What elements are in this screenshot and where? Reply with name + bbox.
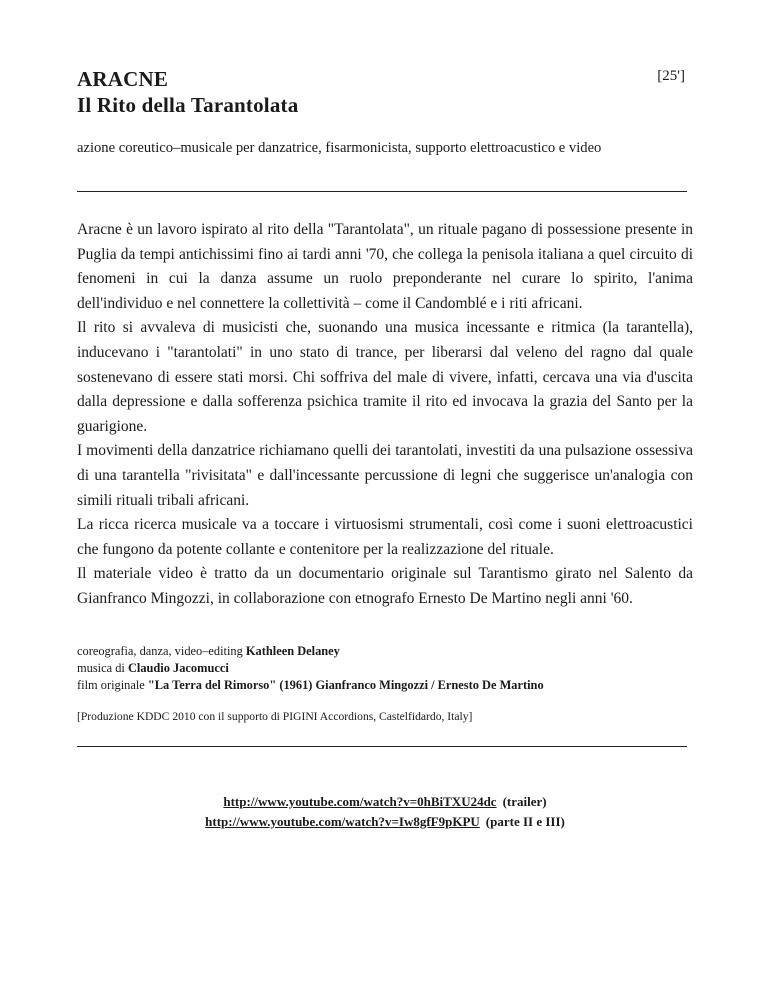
full-video-link[interactable]: http://www.youtube.com/watch?v=Iw8gfF9pKPU (205, 814, 480, 829)
credit-name: "La Terra del Rimorso" (1961) Gianfranco Mingozzi / Ernesto De Martino (147, 678, 544, 692)
work-description: azione coreutico–musicale per danzatrice, fisarmonicista, supporto elettroacustico e video (77, 140, 602, 156)
duration-label: [25'] (657, 68, 685, 84)
paragraph: La ricca ricerca musicale va a toccare i virtuosismi strumentali, così come i suoni elettroacustici che fungono da potente collante e contenitore per la realizzazione del rituale. (77, 516, 693, 558)
video-links (77, 792, 693, 832)
paragraph: Il rito si avvaleva di musicisti che, suonando una musica incessante e ritmica (la tarantella), inducevano i "tarantolati" in uno stato di trance, per liberarsi dal veleno del ragno dal quale sostenevano di essere stati morsi. Chi soffriva del male di vivere, infatti, cercava una via d'uscita dalla depressione e dalla sofferenza psichica tramite il rito ed invocava la grazia del Santo per la guarigione. (77, 319, 693, 435)
paragraph: Il materiale video è tratto da un documentario originale sul Tarantismo girato nel Salento da Gianfranco Mingozzi, in collaborazione con etnografo Ernesto De Martino negli anni '60. (77, 565, 693, 607)
credit-label: musica di (77, 661, 128, 675)
link-row (77, 812, 693, 832)
credit-line (77, 677, 544, 694)
paragraph: I movimenti della danzatrice richiamano quelli dei tarantolati, investiti da una pulsazione ossessiva di una tarantella "rivisitata" e dall'incessante percussione di legni che suggerisce un'analogia con simili rituali tribali africani. (77, 442, 693, 509)
production-note: [Produzione KDDC 2010 con il supporto di PIGINI Accordions, Castelfidardo, Italy] (77, 710, 473, 723)
credit-label: coreografia, danza, video–editing (77, 644, 246, 658)
title-block (77, 66, 693, 118)
credit-label: film originale (77, 678, 148, 692)
top-divider (77, 191, 687, 192)
bottom-divider (77, 746, 687, 747)
credit-name: Kathleen Delaney (245, 644, 340, 658)
trailer-link[interactable]: http://www.youtube.com/watch?v=0hBiTXU24dc (223, 794, 497, 809)
paragraph: Aracne è un lavoro ispirato al rito della "Tarantolata", un rituale pagano di possessione presente in Puglia da tempi antichissimi fino ai tardi anni '70, che collega la penisola italiana a quel circuito di fenomeni in cui la danza assume un ruolo preponderante nel curare lo spirito, l'anima dell'individuo e nel connettere la collettività – come il Candomblé e i riti africani. (77, 221, 693, 312)
credit-line (77, 643, 544, 660)
body-text (77, 218, 693, 612)
link-note: (parte II e III) (485, 814, 565, 829)
work-subtitle-title: Il Rito della Tarantolata (77, 93, 299, 117)
link-row (77, 792, 693, 812)
link-note: (trailer) (502, 794, 547, 809)
credit-name: Claudio Jacomucci (127, 661, 229, 675)
credits (77, 643, 544, 694)
credit-line (77, 660, 544, 677)
work-title: ARACNE (77, 67, 169, 91)
